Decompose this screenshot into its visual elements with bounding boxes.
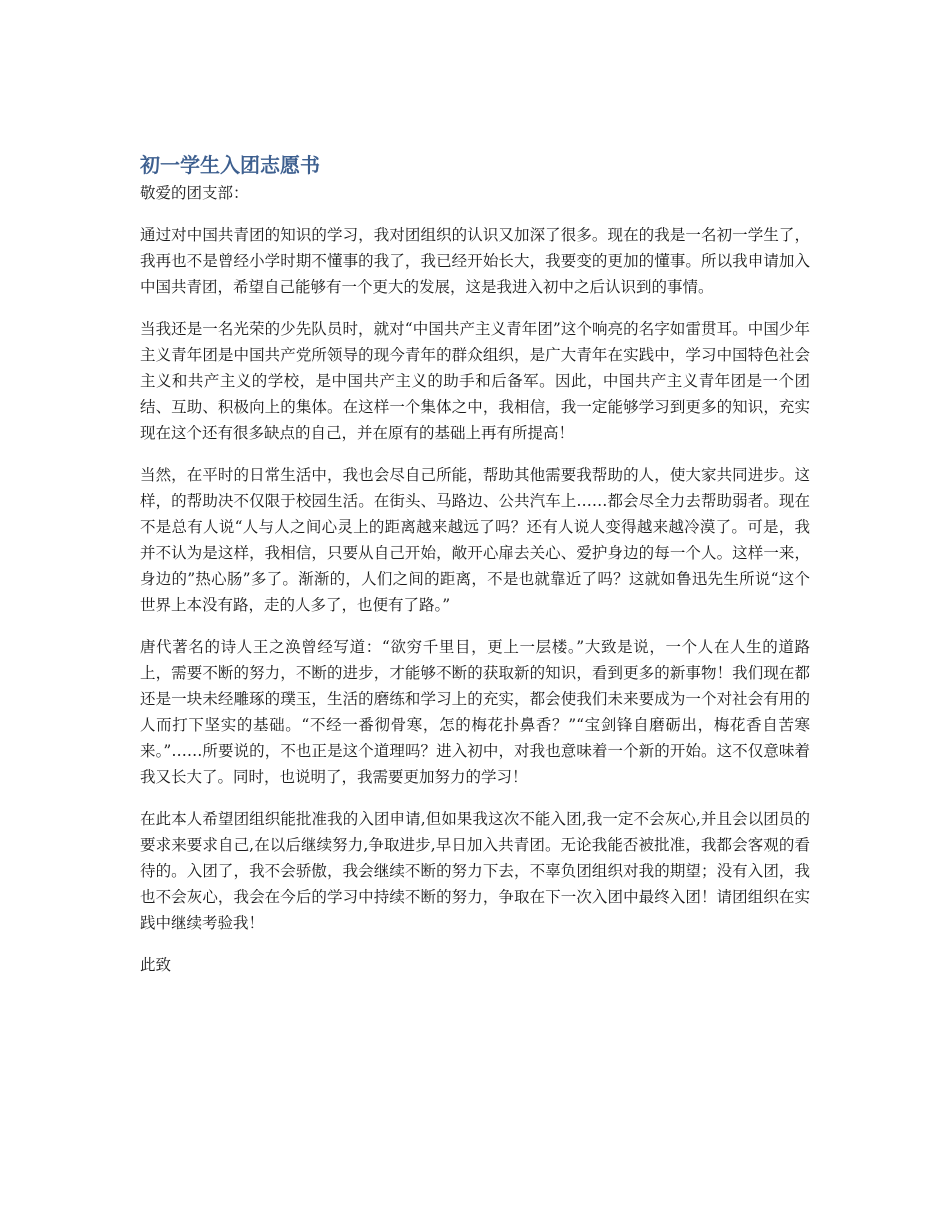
salutation: 敬爱的团支部： [140,184,249,202]
paragraph-1: 通过对中国共青团的知识的学习，我对团组织的认识又加深了很多。现在的我是一名初一学生了，我再也不是曾经小学时期不懂事的我了，我已经开始长大，我要变的更加的懂事。所以我申请加入中国共青团，希望自己能够有一个更大的发展，这是我进入初中之后认识到的事情。 [140,226,810,296]
document-title: 初一学生入团志愿书 [140,153,320,177]
paragraph-3: 当然，在平时的日常生活中，我也会尽自己所能，帮助其他需要我帮助的人，使大家共同进步。这样，的帮助决不仅限于校园生活。在街头、马路边、公共汽车上……都会尽全力去帮助弱者。现在不是总有人说“人与人之间心灵上的距离越来越远了吗？还有人说人变得越来越冷漠了。可是，我并不认为是这样，我相信，只要从自己开始，敞开心扉去关心、爱护身边的每一个人。这样一来，身边的”热心肠”多了。渐渐的，人们之间的距离，不是也就靠近了吗？这就如鲁迅先生所说“这个世界上本没有路，走的人多了，也便有了路。” [140,466,810,614]
paragraph-4: 唐代著名的诗人王之涣曾经写道：“欲穷千里目，更上一层楼。”大致是说，一个人在人生的道路上，需要不断的努力，不断的进步，才能够不断的获取新的知识，看到更多的新事物！我们现在都还是一块未经雕琢的璞玉，生活的磨练和学习上的充实，都会使我们未来要成为一个对社会有用的人而打下坚实的基础。“不经一番彻骨寒，怎的梅花扑鼻香？”“宝剑锋自磨砺出，梅花香自苦寒来。”……所要说的，不也正是这个道理吗？进入初中，对我也意味着一个新的开始。这不仅意味着我又长大了。同时，也说明了，我需要更加努力的学习！ [140,638,810,786]
document-page [140,150,810,978]
paragraph-5: 在此本人希望团组织能批准我的入团申请,但如果我这次不能入团,我一定不会灰心,并且会以团员的要求来要求自己,在以后继续努力,争取进步,早日加入共青团。无论我能否被批准，我都会客观的看待的。入团了，我不会骄傲，我会继续不断的努力下去，不辜负团组织对我的期望；没有入团，我也不会灰心，我会在今后的学习中持续不断的努力，争取在下一次入团中最终入团！请团组织在实践中继续考验我！ [140,810,810,932]
closing: 此致 [140,956,172,974]
paragraph-2: 当我还是一名光荣的少先队员时，就对“中国共产主义青年团”这个响亮的名字如雷贯耳。中国少年主义青年团是中国共产党所领导的现今青年的群众组织，是广大青年在实践中，学习中国特色社会主义和共产主义的学校，是中国共产主义的助手和后备军。因此，中国共产主义青年团是一个团结、互助、积极向上的集体。在这样一个集体之中，我相信，我一定能够学习到更多的知识，充实现在这个还有很多缺点的自己，并在原有的基础上再有所提高！ [140,320,810,442]
